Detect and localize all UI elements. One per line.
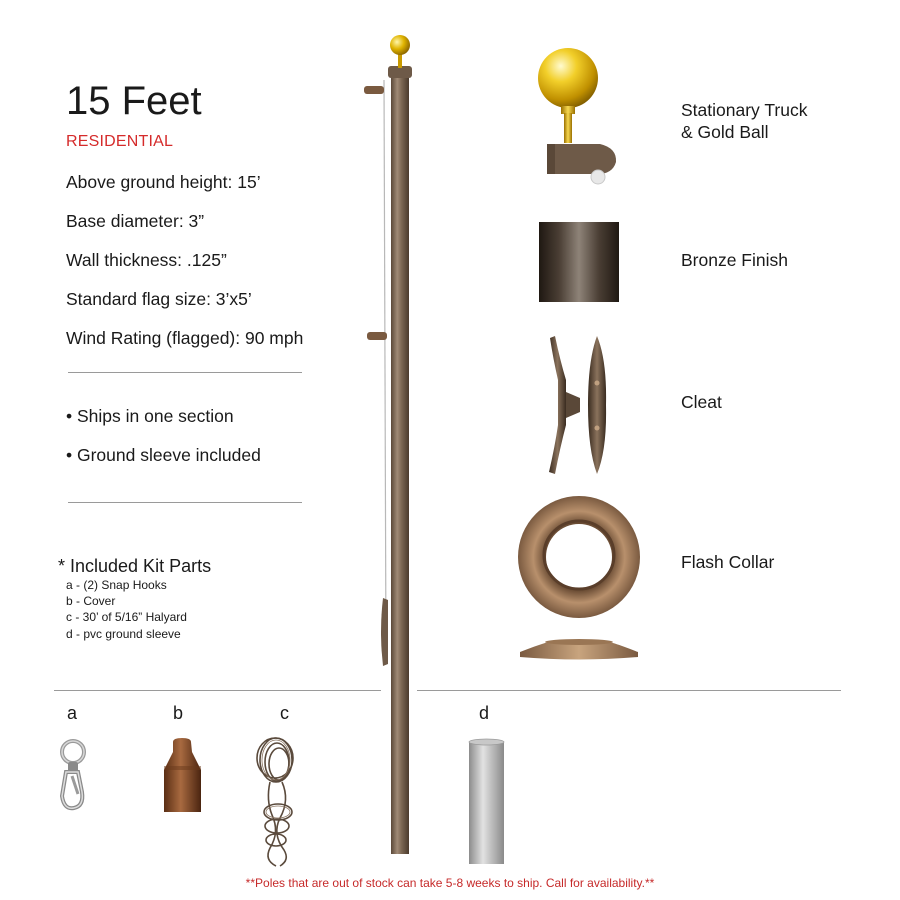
divider xyxy=(68,502,302,503)
part-label-flash-collar: Flash Collar xyxy=(681,552,775,572)
kit-item: b - Cover xyxy=(66,594,116,608)
bronze-swatch-icon xyxy=(539,222,619,302)
kit-letter-b: b xyxy=(173,703,184,723)
divider xyxy=(417,690,841,691)
spec-wall-thickness: Wall thickness: .125” xyxy=(66,250,227,270)
kit-item: c - 30’ of 5/16” Halyard xyxy=(66,610,187,624)
spec-height: Above ground height: 15’ xyxy=(66,172,261,192)
kit-item: d - pvc ground sleeve xyxy=(66,627,181,641)
cleat-icon xyxy=(545,333,615,478)
divider xyxy=(54,690,381,691)
spec-flag-size: Standard flag size: 3’x5’ xyxy=(66,289,252,309)
kit-letter-a: a xyxy=(67,703,78,723)
gold-ball-truck-icon xyxy=(535,45,625,185)
feature-item: • Ground sleeve included xyxy=(66,445,261,465)
spec-base-diameter: Base diameter: 3” xyxy=(66,211,205,231)
flagpole-icon xyxy=(355,30,425,860)
cover-icon xyxy=(160,738,205,818)
kit-letter-d: d xyxy=(479,703,490,723)
divider xyxy=(68,372,302,373)
part-label-bronze-finish: Bronze Finish xyxy=(681,250,788,270)
part-label-gold-ball: Stationary Truck & Gold Ball xyxy=(681,100,808,142)
availability-footnote: **Poles that are out of stock can take 5-8 weeks to ship. Call for availability.** xyxy=(245,876,655,890)
category-label: RESIDENTIAL xyxy=(66,133,174,150)
page-title: 15 Feet xyxy=(66,79,202,123)
kit-item: a - (2) Snap Hooks xyxy=(66,578,167,592)
spec-wind-rating: Wind Rating (flagged): 90 mph xyxy=(66,328,304,348)
kit-title: * Included Kit Parts xyxy=(58,556,212,576)
halyard-rope-icon xyxy=(255,735,305,870)
ground-sleeve-icon xyxy=(468,740,506,868)
kit-letter-c: c xyxy=(280,703,289,723)
snap-hook-icon xyxy=(55,738,95,813)
part-label-cleat: Cleat xyxy=(681,392,722,412)
feature-item: • Ships in one section xyxy=(66,406,234,426)
flash-collar-icon xyxy=(515,495,645,665)
